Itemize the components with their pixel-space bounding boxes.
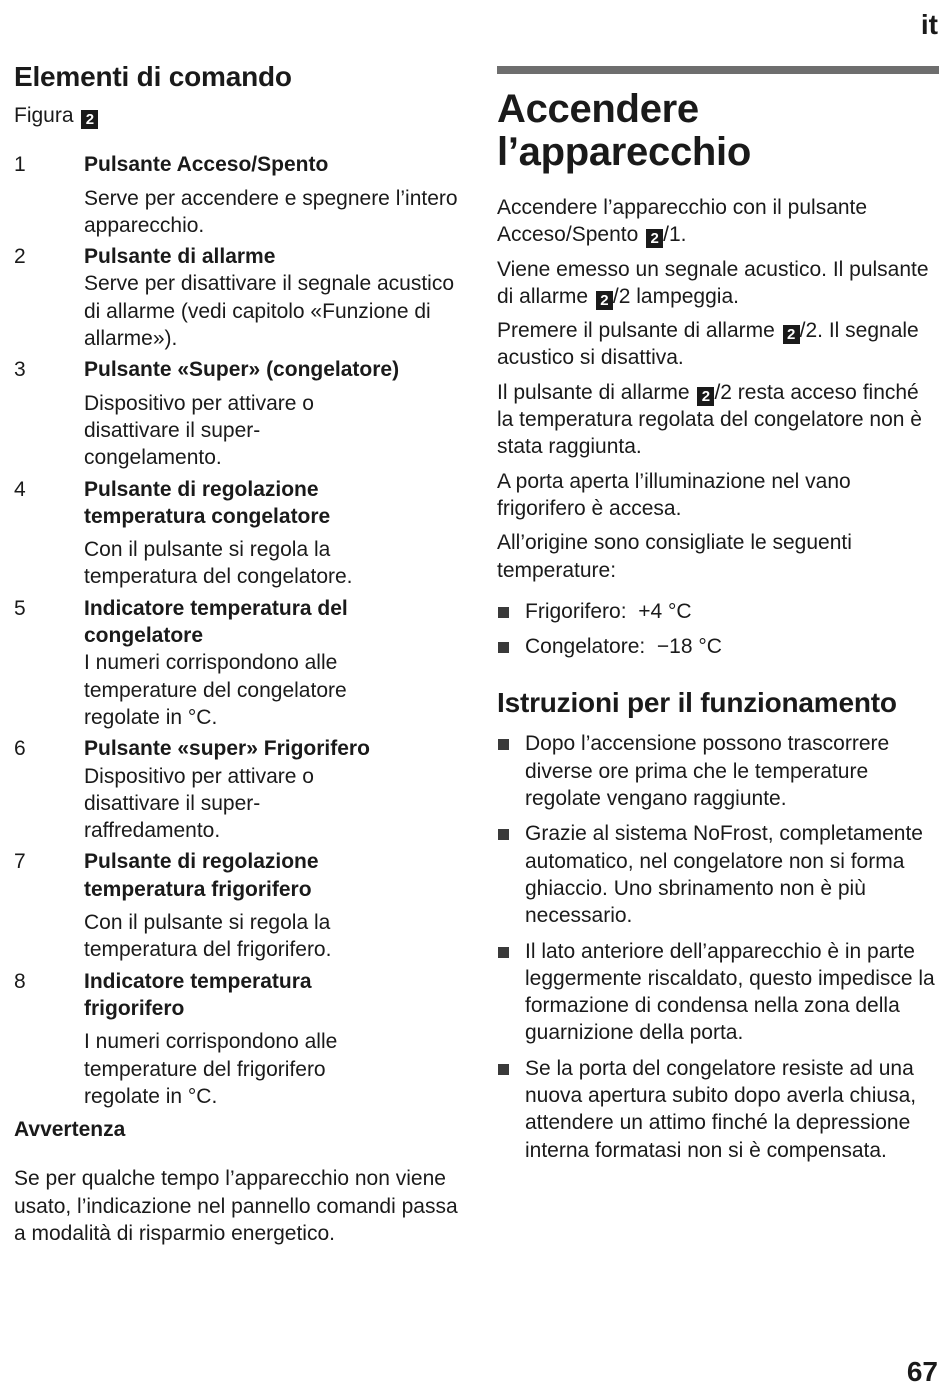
item-number: 6 [14, 737, 26, 761]
list-item-text: Frigorifero: +4 °C [525, 599, 692, 623]
left-column [14, 60, 459, 1247]
section-heading-instructions: Istruzioni per il funzionamento [497, 687, 897, 719]
instruction-list [497, 730, 939, 1163]
list-item-text: Congelatore: −18 °C [525, 635, 722, 659]
item-title: Pulsante «super» Frigorifero [84, 737, 370, 761]
paragraph-text: Il pulsante di allarme [497, 380, 690, 404]
figure-number-badge: 2 [646, 229, 663, 248]
section-divider [497, 66, 939, 74]
figure-number-badge: 2 [783, 325, 800, 344]
item-description: Serve per accendere e spegnere l’intero apparecchio. [84, 186, 458, 237]
list-item-text: Se la porta del congelatore resiste ad una nuova apertura subito dopo averla chiusa, attendere un attimo finché la depressione interna formatasi non si è compensata. [525, 1056, 917, 1162]
bullet-icon [498, 607, 509, 618]
list-item [497, 730, 939, 812]
item-number: 7 [14, 850, 26, 874]
bullet-icon [498, 829, 509, 840]
paragraph-text: /2 lampeggia. [612, 284, 739, 308]
paragraph: A porta aperta l’illuminazione nel vano frigorifero è accesa. [497, 469, 851, 520]
list-item [497, 938, 939, 1047]
item-number: 3 [14, 358, 26, 382]
figure-number-badge: 2 [697, 387, 714, 406]
section-heading-controls: Elementi di comando [14, 61, 292, 92]
item-description: I numeri corrispondono alle temperature del congelatore regolate in °C. [84, 651, 347, 729]
note-text: Se per qualche tempo l’apparecchio non viene usato, l’indicazione nel pannello comandi passa a modalità di risparmio energetico. [14, 1167, 458, 1245]
item-title: Indicatore temperatura del congelatore [84, 596, 348, 648]
list-item-text: Il lato anteriore dell’apparecchio è in parte leggermente riscaldato, questo impedisce la formazione di condensa nella zona della guarnizione della porta. [525, 939, 935, 1045]
item-number: 1 [14, 153, 26, 177]
paragraph-text: /2. Il segnale acustico si disattiva. [497, 319, 919, 370]
item-description: I numeri corrispondono alle temperature del frigorifero regolate in °C. [84, 1030, 338, 1108]
list-item [14, 735, 459, 848]
bullet-icon [498, 642, 509, 653]
item-title: Pulsante di regolazione temperatura frigorifero [84, 850, 319, 901]
note-title: Avvertenza [14, 1118, 126, 1142]
bullet-icon [498, 739, 509, 750]
item-title: Pulsante Acceso/Spento [84, 153, 329, 177]
list-item [14, 848, 459, 967]
list-item [14, 968, 459, 1114]
list-item [14, 243, 459, 356]
item-description: Con il pulsante si regola la temperatura del congelatore. [84, 538, 353, 589]
figure-reference [14, 102, 459, 129]
item-number: 5 [14, 596, 26, 620]
list-item-text: Grazie al sistema NoFrost, completamente automatico, nel congelatore non si forma ghiaccio. Uno sbrinamento non è più necessario. [525, 822, 923, 928]
paragraph [497, 256, 939, 311]
figure-number-badge: 2 [596, 291, 613, 310]
list-item [14, 476, 459, 595]
item-title: Pulsante di regolazione temperatura congelatore [84, 477, 331, 528]
paragraph [497, 194, 939, 249]
paragraph-text: Viene emesso un segnale acustico. Il pulsante di allarme [497, 257, 929, 308]
page-title: Accendere l’apparecchio [497, 87, 751, 174]
item-description: Serve per disattivare il segnale acustico di allarme (vedi capitolo «Funzione di allarme»). [84, 272, 455, 351]
paragraph-text: /2 resta acceso finché la temperatura regolata del congelatore non è stata raggiunta. [497, 380, 922, 459]
item-title: Pulsante «Super» (congelatore) [84, 358, 400, 382]
paragraph [497, 379, 939, 461]
paragraph-text: Accendere l’apparecchio con il pulsante Acceso/Spento [497, 196, 868, 247]
figure-label: Figura [14, 104, 74, 127]
list-item-text: Dopo l’accensione possono trascorrere diverse ore prima che le temperature regolate vengano raggiunte. [525, 732, 890, 811]
item-description: Con il pulsante si regola la temperatura del frigorifero. [84, 911, 332, 962]
temperature-list [497, 598, 939, 661]
bullet-icon [498, 947, 509, 958]
item-number: 2 [14, 245, 26, 269]
list-item [14, 151, 459, 243]
paragraph: All’origine sono consigliate le seguenti temperature: [497, 531, 852, 582]
item-title: Pulsante di allarme [84, 245, 276, 269]
item-description: Dispositivo per attivare o disattivare il super-raffredamento. [84, 764, 314, 843]
list-item [497, 820, 939, 929]
right-column [497, 66, 939, 1172]
list-item [497, 598, 939, 625]
paragraph-text: Premere il pulsante di allarme [497, 319, 775, 343]
list-item [14, 595, 459, 735]
list-item [14, 356, 459, 475]
paragraph [497, 317, 939, 372]
list-item [497, 633, 939, 660]
language-code: it [920, 9, 938, 40]
figure-number-badge: 2 [81, 110, 98, 129]
list-item [497, 1055, 939, 1164]
page-number: 67 [906, 1356, 938, 1387]
item-description: Dispositivo per attivare o disattivare il super-congelamento. [84, 391, 314, 470]
item-number: 4 [14, 477, 26, 501]
bullet-icon [498, 1064, 509, 1075]
item-title: Indicatore temperatura frigorifero [84, 969, 312, 1020]
item-number: 8 [14, 969, 26, 993]
paragraph-text: /1. [663, 223, 687, 247]
